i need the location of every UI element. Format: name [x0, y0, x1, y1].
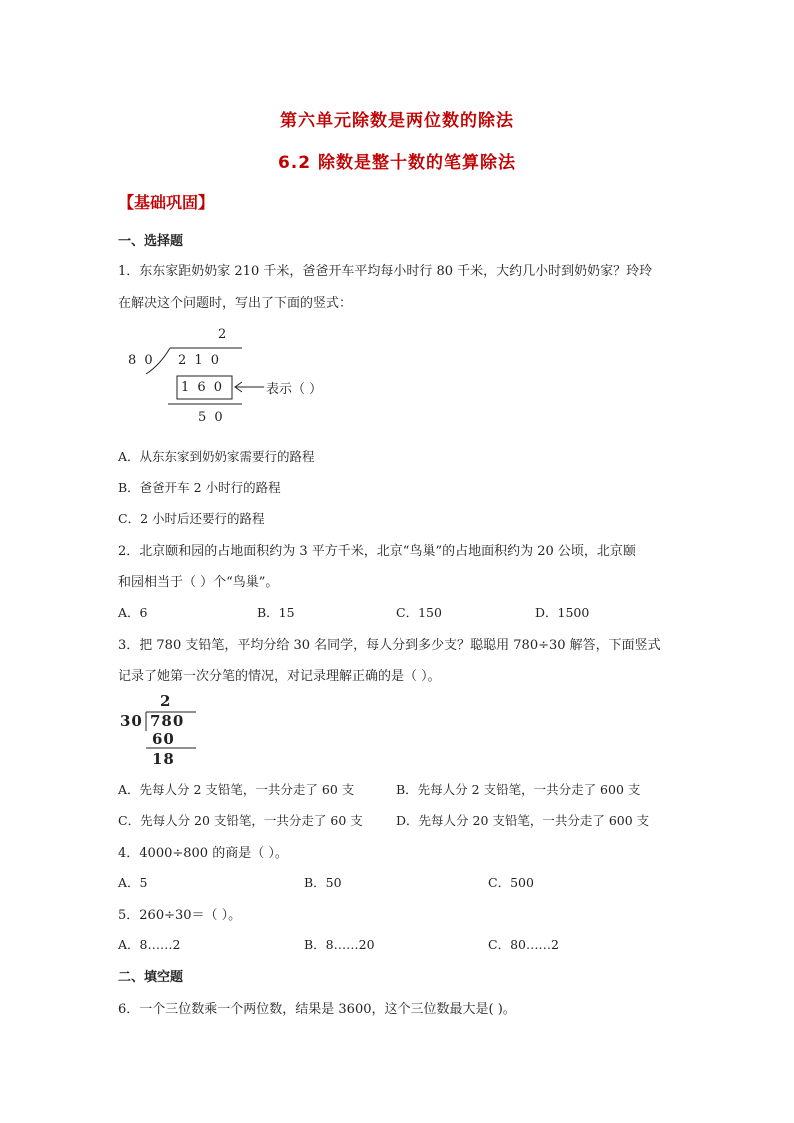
q2-text-line2: 和园相当于（ ）个“鸟巢”。: [118, 575, 279, 590]
q5-option-b[interactable]: B．8……20: [304, 937, 375, 952]
q1-divisor: 8 0: [128, 353, 155, 368]
q1-option-c[interactable]: C．2 小时后还要行的路程: [118, 511, 265, 526]
q1-option-b[interactable]: B．爸爸开车 2 小时行的路程: [118, 480, 281, 495]
part1-heading: 一、选择题: [118, 234, 184, 249]
q3-option-d[interactable]: D．先每人分 20 支铅笔，一共分走了 600 支: [396, 813, 650, 828]
q4-option-b[interactable]: B．50: [304, 875, 342, 890]
q3-text-line2: 记录了她第一次分笔的情况，对记录理解正确的是（ ）。: [118, 669, 441, 684]
q3-divisor: 30: [120, 712, 143, 730]
q1-remainder: 5 0: [198, 410, 225, 425]
q2-option-a[interactable]: A．6: [118, 605, 148, 620]
q3-option-a[interactable]: A．先每人分 2 支铅笔，一共分走了 60 支: [118, 782, 355, 797]
q4-option-a[interactable]: A．5: [118, 875, 148, 890]
q2-text-line1: 2．北京颐和园的占地面积约为 3 平方千米，北京“鸟巢”的占地面积约为 20 公顷，北京颐: [118, 544, 636, 559]
q2-option-d[interactable]: D．1500: [535, 605, 590, 620]
q5-option-c[interactable]: C．80……2: [488, 937, 559, 952]
q4-option-c[interactable]: C．500: [488, 875, 534, 890]
section-label: 【基础巩固】: [118, 193, 215, 212]
q6-text: 6．一个三位数乘一个两位数，结果是 3600，这个三位数最大是( )。: [118, 1002, 516, 1017]
q3-remainder: 18: [152, 750, 175, 768]
q3-option-c[interactable]: C．先每人分 20 支铅笔，一共分走了 60 支: [118, 813, 363, 828]
q1-quotient: 2: [218, 327, 227, 342]
q1-product: 1 6 0: [181, 380, 225, 395]
q3-product: 60: [152, 730, 175, 748]
lesson-title: 6.2 除数是整十数的笔算除法: [277, 153, 517, 173]
q2-option-c[interactable]: C．150: [396, 605, 442, 620]
unit-title: 第六单元除数是两位数的除法: [280, 111, 514, 131]
q4-text: 4．4000÷800 的商是（ ）。: [118, 846, 288, 861]
q3-option-b[interactable]: B．先每人分 2 支铅笔，一共分走了 600 支: [396, 782, 641, 797]
q3-quotient: 2: [160, 692, 172, 710]
q3-text-line1: 3．把 780 支铅笔，平均分给 30 名同学，每人分到多少支？聪聪用 780÷30 解答，下面竖式: [118, 638, 661, 653]
q1-option-a[interactable]: A．从东东家到奶奶家需要行的路程: [118, 449, 315, 464]
q1-text-line2: 在解决这个问题时，写出了下面的竖式：: [118, 296, 353, 311]
q2-option-b[interactable]: B．15: [257, 605, 295, 620]
q1-text-line1: 1．东东家距奶奶家 210 千米，爸爸开车平均每小时行 80 千米，大约几小时到奶奶家？玲玲: [118, 264, 653, 279]
q1-annotation: 表示（ ）: [266, 382, 323, 397]
part2-heading: 二、填空题: [118, 970, 184, 985]
q5-option-a[interactable]: A．8……2: [118, 937, 181, 952]
q3-dividend: 780: [150, 712, 185, 730]
q1-dividend: 2 1 0: [178, 353, 222, 368]
q5-text: 5．260÷30＝（ ）。: [118, 908, 242, 923]
